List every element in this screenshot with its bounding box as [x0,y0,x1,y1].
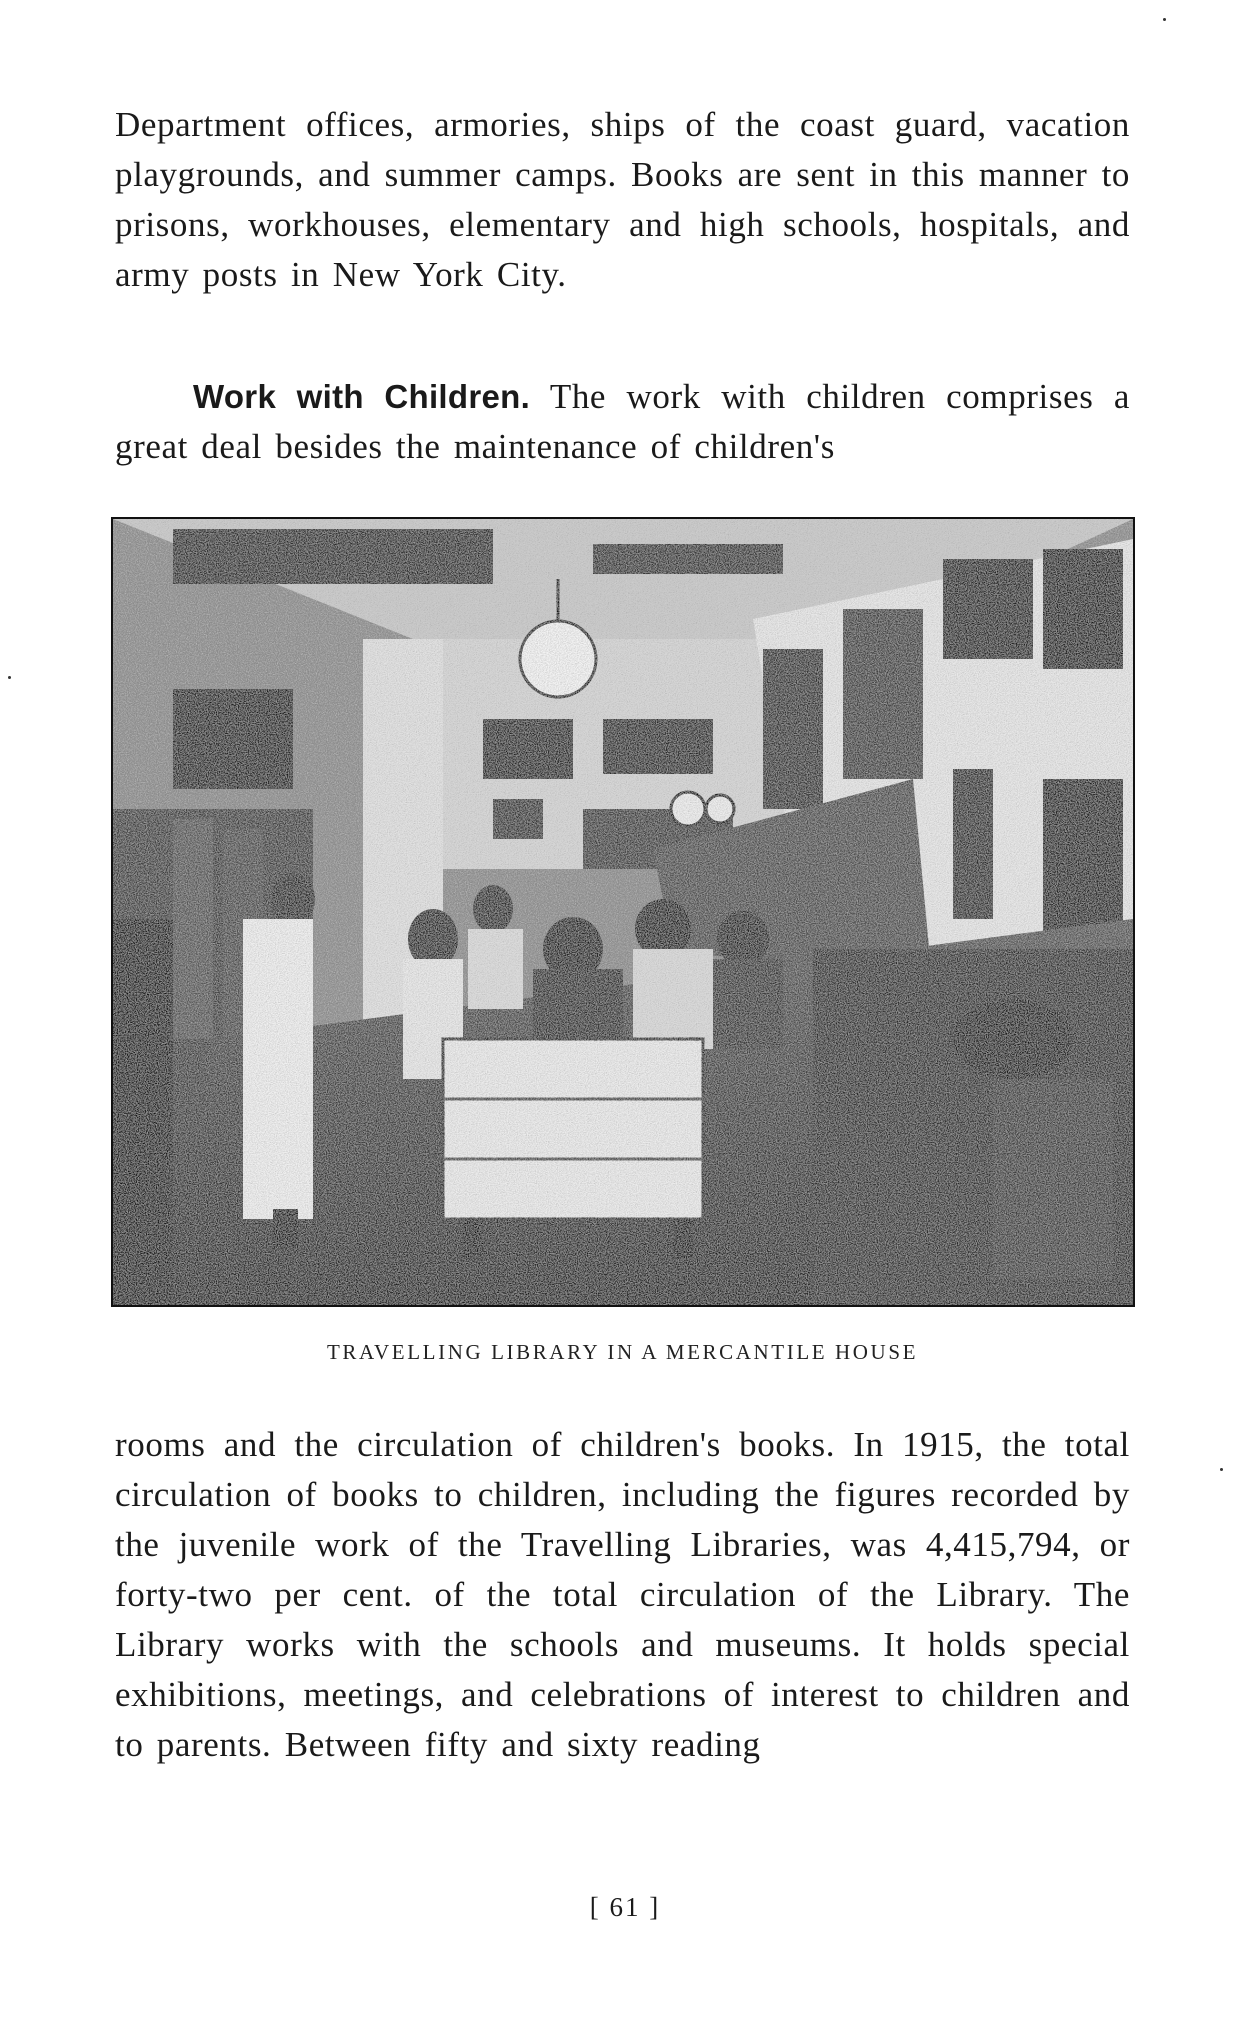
print-speck [1220,1468,1223,1471]
print-speck [8,676,11,679]
library-photograph [111,517,1135,1307]
print-speck [1163,18,1166,21]
paragraph-3: rooms and the circulation of children's books. In 1915, the total circulation of books to children, including the figures recorded by the juvenile work of the Travelling Libraries, was 4,415,794, or forty-two per cent. of the total circulation of the Library. The Library works with the schools and museums. It holds special exhibitions, meetings, and celebrations of interest to children and to parents. Between fifty and sixty reading [115,1425,1130,1764]
paragraph-2-text: The work with children comprises a great deal besides the maintenance of children's [115,377,1130,466]
paragraph-2 [115,372,1130,472]
photo-illustration [113,519,1133,1305]
paragraph-1: Department offices, armories, ships of the coast guard, vacation playgrounds, and summer camps. Books are sent in this manner to prisons, workhouses, elementary and high schools, hospitals, and army posts in New York City. [115,105,1130,294]
section-heading-work-with-children: Work with Children. [193,378,531,415]
figure-caption: TRAVELLING LIBRARY IN A MERCANTILE HOUSE [326,1340,919,1364]
page-number: [ 61 ] [589,1892,661,1922]
